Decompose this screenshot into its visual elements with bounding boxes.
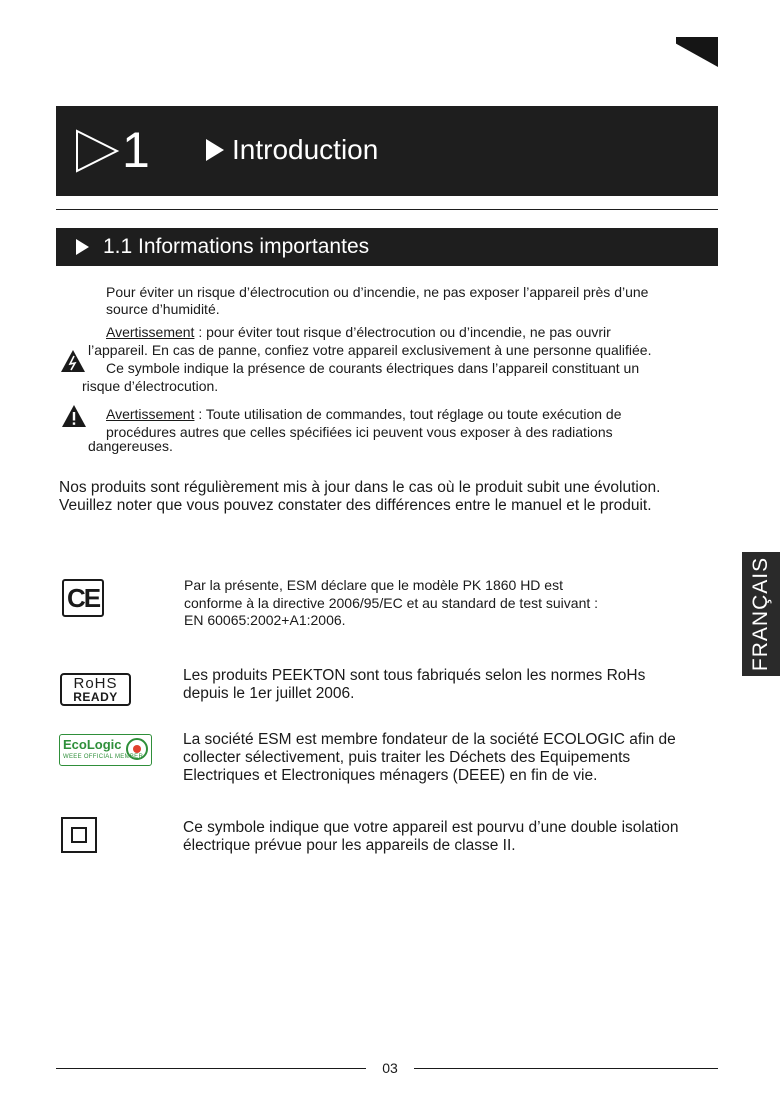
rohs-logo-top: RoHS — [73, 675, 118, 692]
ecologic-logo-text: EcoLogic — [63, 737, 122, 752]
warning-2-line-1-text: : Toute utilisation de commandes, tout réglage ou toute exécution de — [194, 406, 622, 422]
double-insulation-icon — [61, 817, 97, 853]
divider-rule — [56, 209, 718, 210]
ce-line-3: EN 60065:2002+A1:2006. — [184, 612, 346, 628]
warning-1-line-4: risque d’électrocution. — [82, 378, 219, 394]
warning-2-line-2: procédures autres que celles spécifiées ici peuvent vous exposer à des radiations — [106, 424, 613, 440]
warning-2-line-3: dangereuses. — [88, 438, 173, 454]
ecologic-logo-subtitle: WEEE OFFICIAL MEMBER — [63, 754, 144, 760]
chapter-title-group — [206, 130, 378, 170]
warning-2-label: Avertissement — [106, 406, 195, 422]
rohs-line-2: depuis le 1er juillet 2006. — [183, 685, 355, 702]
exclamation-warning-icon — [61, 404, 87, 428]
page-number: 03 — [382, 1060, 398, 1076]
chapter-number: 1 — [122, 122, 150, 178]
double-insulation-inner-square — [71, 827, 87, 843]
chapter-banner — [56, 106, 718, 196]
ecologic-line-2: collecter sélectivement, puis traiter les Déchets des Equipements — [183, 749, 631, 766]
intro-line-1: Pour éviter un risque d’électrocution ou d’incendie, ne pas exposer l’appareil près d’une — [106, 284, 649, 300]
warning-2-line-1 — [106, 405, 621, 423]
ce-mark-text: CE — [66, 583, 100, 613]
warning-1-line-1-text: : pour éviter tout risque d’électrocution ou d’incendie, ne pas ouvrir — [194, 324, 611, 340]
double-insulation-line-2: électrique prévue pour les appareils de classe II. — [183, 837, 516, 854]
warning-1-label: Avertissement — [106, 324, 195, 340]
footer-rule-left — [56, 1068, 366, 1069]
corner-tab-decoration — [676, 37, 718, 67]
chapter-arrow-icon — [74, 128, 120, 174]
rohs-ready-logo — [60, 673, 131, 706]
rohs-line-1: Les produits PEEKTON sont tous fabriqués selon les normes RoHs — [183, 667, 646, 684]
warning-1-line-1 — [106, 323, 611, 341]
intro-line-2: source d’humidité. — [106, 301, 220, 317]
electric-shock-warning-icon — [60, 349, 86, 373]
language-label: FRANÇAIS — [749, 556, 772, 672]
language-side-tab — [742, 552, 780, 676]
ce-line-2: conforme à la directive 2006/95/EC et au standard de test suivant : — [184, 595, 599, 611]
section-banner — [56, 228, 718, 266]
update-notice-line-1: Nos produits sont régulièrement mis à jour dans le cas où le produit subit une évolution. — [59, 479, 661, 496]
ce-mark-logo — [62, 579, 104, 617]
ecologic-logo — [59, 734, 152, 766]
section-title: 1.1 Informations importantes — [103, 235, 370, 258]
chapter-title: Introduction — [232, 134, 379, 165]
ecologic-line-1: La société ESM est membre fondateur de la société ECOLOGIC afin de — [183, 731, 676, 748]
ecologic-line-3: Electriques et Electroniques ménagers (DEEE) en fin de vie. — [183, 767, 598, 784]
ecologic-dot-icon — [133, 745, 141, 753]
rohs-logo-bottom: READY — [73, 690, 118, 704]
double-insulation-line-1: Ce symbole indique que votre appareil est pourvu d’une double isolation — [183, 819, 679, 836]
footer-rule-right — [414, 1068, 718, 1069]
ecologic-circle-icon — [126, 738, 148, 760]
ce-line-1: Par la présente, ESM déclare que le modèle PK 1860 HD est — [184, 577, 563, 593]
warning-1-line-2: l’appareil. En cas de panne, confiez votre appareil exclusivement à une personne qualifiée. — [88, 342, 652, 358]
play-arrow-icon — [76, 239, 89, 255]
play-arrow-icon — [206, 139, 224, 161]
update-notice-line-2: Veuillez noter que vous pouvez constater des différences entre le manuel et le produit. — [59, 497, 652, 514]
warning-1-line-3: Ce symbole indique la présence de courants électriques dans l’appareil constituant un — [106, 360, 640, 376]
